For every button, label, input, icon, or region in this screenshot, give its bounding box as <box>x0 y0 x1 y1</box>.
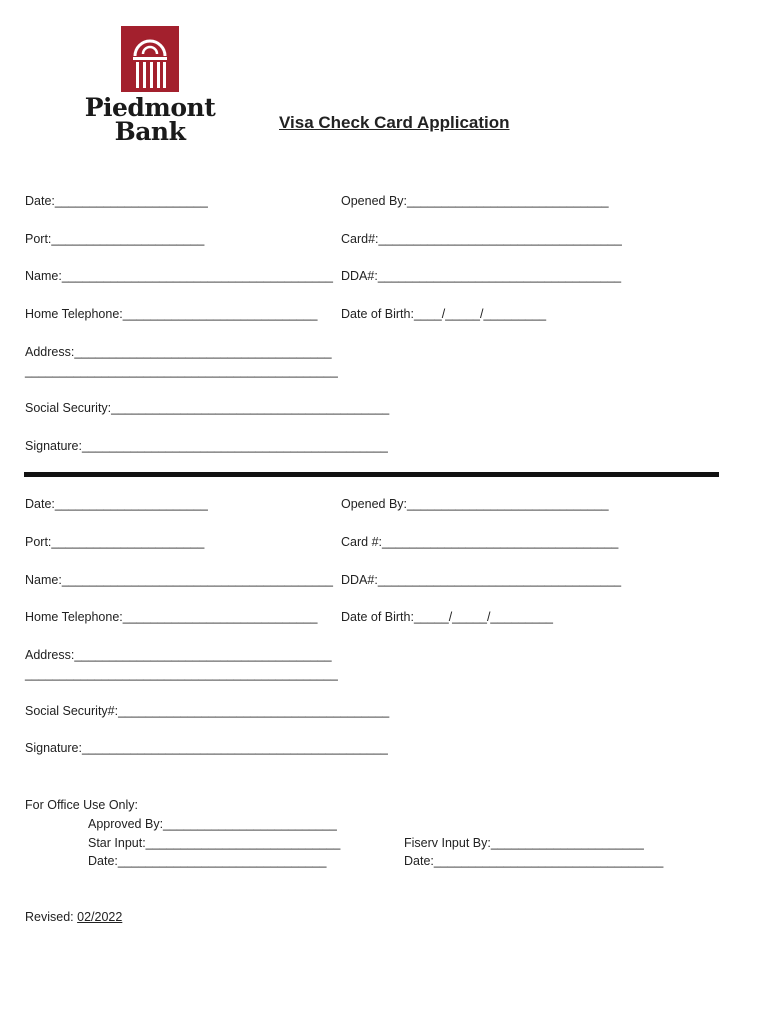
s1-signature-field[interactable]: Signature:____________________________________________ <box>25 439 388 453</box>
star-input-field[interactable]: Star Input:____________________________ <box>88 836 341 850</box>
s2-home-telephone-field[interactable]: Home Telephone:____________________________ <box>25 610 318 624</box>
s2-signature-field[interactable]: Signature:____________________________________________ <box>25 741 388 755</box>
s2-date-of-birth-field[interactable]: Date of Birth:_____/_____/_________ <box>341 610 553 624</box>
s1-name-field[interactable]: Name:_______________________________________ <box>25 269 333 283</box>
s1-home-telephone-field[interactable]: Home Telephone:____________________________ <box>25 307 318 321</box>
s1-address-line2[interactable]: _____________________________________________ <box>25 364 338 378</box>
bank-logo <box>84 26 216 146</box>
logo-line2: Bank <box>114 117 186 146</box>
s2-address-line2[interactable]: _____________________________________________ <box>25 667 338 681</box>
page-title: Visa Check Card Application <box>279 113 510 132</box>
revised-date: 02/2022 <box>77 910 123 924</box>
office-date-left-field[interactable]: Date:______________________________ <box>88 854 327 868</box>
s2-port-field[interactable]: Port:______________________ <box>25 535 205 549</box>
s1-card-field[interactable]: Card#:___________________________________ <box>341 232 622 246</box>
s1-port-field[interactable]: Port:______________________ <box>25 232 205 246</box>
office-use-heading: For Office Use Only: <box>25 798 138 812</box>
s2-card-field[interactable]: Card #:__________________________________ <box>341 535 619 549</box>
s2-dda-field[interactable]: DDA#:___________________________________ <box>341 573 622 587</box>
s1-opened-by-field[interactable]: Opened By:_____________________________ <box>341 194 609 208</box>
building-icon <box>121 26 179 92</box>
fiserv-input-field[interactable]: Fiserv Input By:______________________ <box>404 836 644 850</box>
s2-social-security-field[interactable]: Social Security#:_______________________________________ <box>25 704 390 718</box>
s1-date-field[interactable]: Date:______________________ <box>25 194 208 208</box>
approved-by-field[interactable]: Approved By:_________________________ <box>88 817 337 831</box>
s1-date-of-birth-field[interactable]: Date of Birth:____/_____/_________ <box>341 307 547 321</box>
office-date-right-field[interactable]: Date:_________________________________ <box>404 854 664 868</box>
s2-name-field[interactable]: Name:_______________________________________ <box>25 573 333 587</box>
s2-date-field[interactable]: Date:______________________ <box>25 497 208 511</box>
s1-address-field[interactable]: Address:_____________________________________ <box>25 345 332 359</box>
s2-opened-by-field[interactable]: Opened By:_____________________________ <box>341 497 609 511</box>
s2-address-field[interactable]: Address:_____________________________________ <box>25 648 332 662</box>
s1-social-security-field[interactable]: Social Security:________________________________________ <box>25 401 390 415</box>
revised-note <box>25 910 122 925</box>
revised-label: Revised: <box>25 910 74 924</box>
s1-dda-field[interactable]: DDA#:___________________________________ <box>341 269 622 283</box>
section-divider <box>24 472 719 477</box>
logo-line1: Piedmont <box>84 93 216 122</box>
